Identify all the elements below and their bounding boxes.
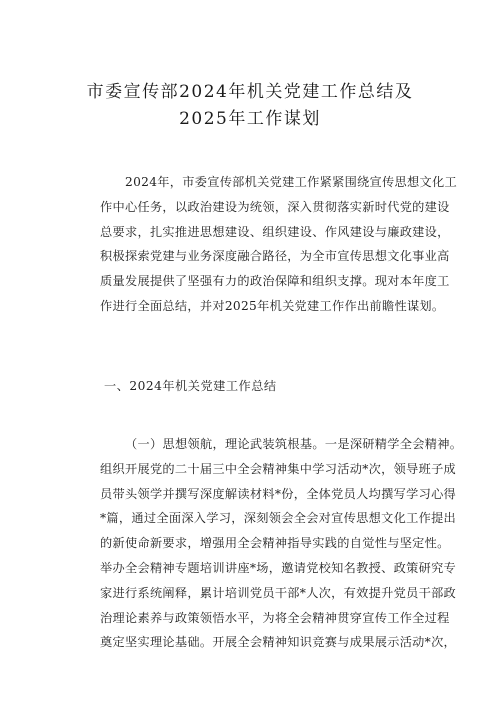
document-title-line-2: 2025年工作谋划 [179, 109, 321, 129]
intro-line: 2024年，市委宣传部机关党建工作紧紧围绕宣传思想文化工 [100, 175, 457, 189]
section-line: 奠定坚实理论基础。开展全会精神知识竞赛与成果展示活动*次， [100, 635, 457, 650]
section-line: 治理论素养与政策领悟水平，为将全会精神贯穿宣传工作全过程 [100, 610, 450, 625]
intro-line: 积极探索党建与业务深度融合路径，为全市宣传思想文化事业高 [100, 249, 450, 264]
intro-line: 质量发展提供了坚强有力的政治保障和组织支撑。现对本年度工 [100, 274, 450, 289]
intro-line: 作进行全面总结，并对2025年机关党建工作作出前瞻性谋划。 [100, 298, 445, 313]
section-line: 的新使命新要求，增强用全会精神指导实践的自觉性与坚定性。 [100, 536, 450, 551]
section-heading: 一、2024年机关党建工作总结 [104, 379, 277, 393]
section-line: *篇，通过全面深入学习，深刻领会全会对宣传思想文化工作提出 [100, 511, 457, 526]
intro-line: 总要求，扎实推进思想建设、组织建设、作风建设与廉政建设， [100, 224, 450, 239]
section-paragraph [100, 432, 463, 655]
section-line: 组织开展党的二十届三中全会精神集中学习活动*次，领导班子成 [100, 461, 457, 476]
section-line: （一）思想领航，理论武装筑根基。一是深研精学全会精神。 [100, 437, 463, 451]
section-line: 家进行系统阐释，累计培训党员干部*人次，有效提升党员干部政 [100, 585, 457, 600]
intro-line: 作中心任务，以政治建设为统领，深入贯彻落实新时代党的建设 [100, 199, 450, 214]
section-line: 员带头领学并撰写深度解读材料*份，全体党员人均撰写学习心得 [100, 486, 457, 501]
section-line: 举办全会精神专题培训讲座*场，邀请党校知名教授、政策研究专 [100, 560, 457, 575]
intro-paragraph [100, 170, 457, 319]
document-title-line-1: 市委宣传部2024年机关党建工作总结及 [86, 82, 414, 102]
